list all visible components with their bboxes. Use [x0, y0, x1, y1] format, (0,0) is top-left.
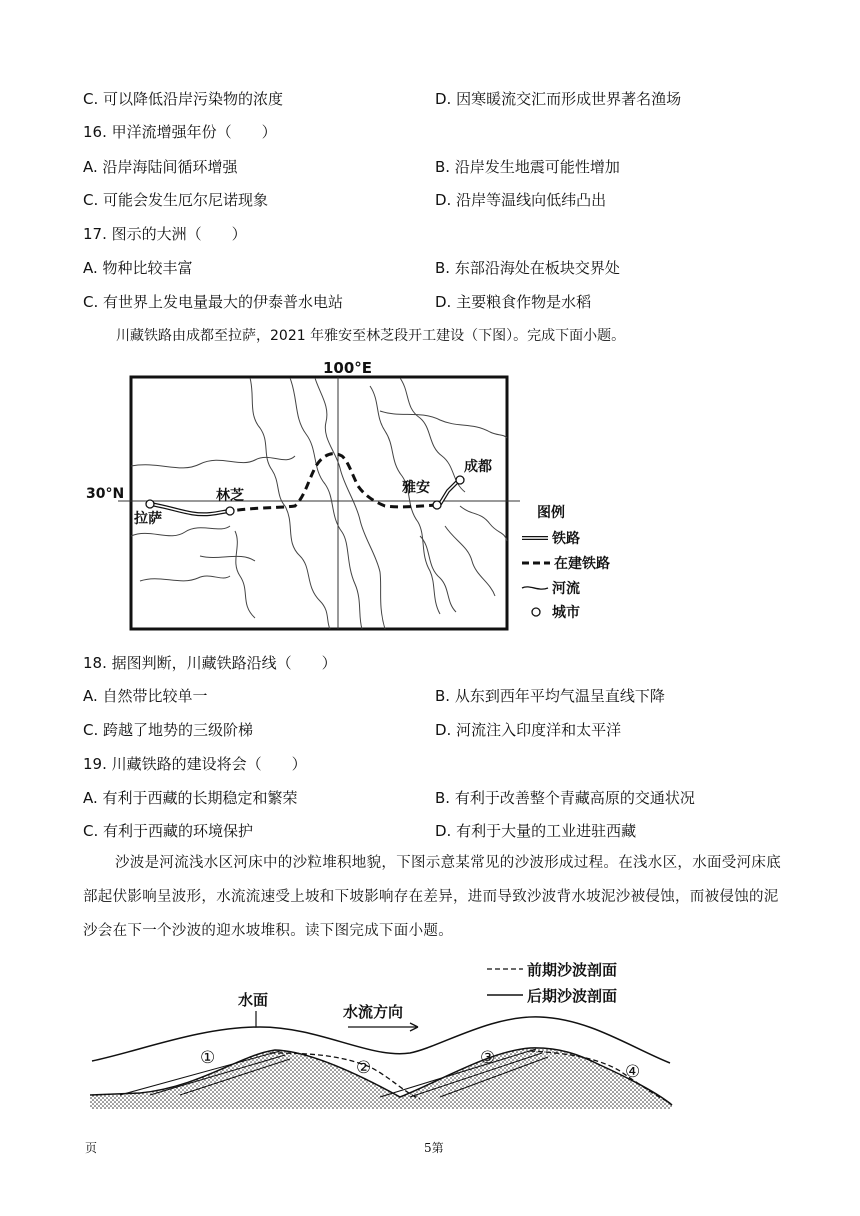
q18-option-a: A. 自然带比较单一 [83, 687, 208, 705]
latitude-label: 30°N [86, 486, 125, 502]
q15-option-c: C. 可以降低沿岸污染物的浓度 [83, 90, 284, 108]
city-lhasa-marker [146, 500, 154, 508]
city-lhasa-label: 拉萨 [134, 511, 162, 527]
railway-intro-paragraph: 川藏铁路由成都至拉萨，2021 年雅安至林芝段开工建设（下图）。完成下面小题。 [116, 328, 626, 344]
legend-city: 城市 [552, 605, 580, 621]
longitude-label: 100°E [323, 359, 373, 377]
q17-stem: 17. 图示的大洲（ ） [83, 225, 247, 243]
q16-stem: 16. 甲洋流增强年份（ ） [83, 123, 277, 141]
footer-page-number: 5第 [424, 1141, 444, 1155]
marker-2: ② [356, 1058, 372, 1078]
q15-option-d: D. 因寒暖流交汇而形成世界著名渔场 [435, 90, 682, 108]
q19-option-b: B. 有利于改善整个青藏高原的交通状况 [435, 789, 695, 807]
q18-option-d: D. 河流注入印度洋和太平洋 [435, 721, 622, 739]
q16-option-c: C. 可能会发生厄尔尼诺现象 [83, 191, 269, 209]
q18-option-c: C. 跨越了地势的三级阶梯 [83, 721, 254, 739]
sand-wave-diagram [80, 955, 680, 1115]
map-legend [522, 504, 610, 621]
q17-option-d: D. 主要粮食作物是水稻 [435, 293, 592, 311]
q18-option-b: B. 从东到西年平均气温呈直线下降 [435, 687, 665, 705]
sandwave-intro-paragraph: 沙波是河流浅水区河床中的沙粒堆积地貌，下图示意某常见的沙波形成过程。在浅水区，水面受河床底部起伏影响呈波形，水流流速受上坡和下坡影响存在差异，进而导致沙波背水坡泥沙被侵蚀，而被侵蚀的泥沙会在下一个沙波的迎水坡堆积。读下图完成下面小题。 [83, 855, 781, 939]
legend-late-profile: 后期沙波剖面 [527, 987, 618, 1005]
map-frame [131, 377, 507, 629]
q17-option-a: A. 物种比较丰富 [83, 259, 193, 277]
city-linzhi-label: 林芝 [216, 488, 244, 504]
city-yaan-marker [433, 501, 441, 509]
marker-1: ① [200, 1048, 216, 1068]
city-yaan-label: 雅安 [402, 480, 430, 496]
q19-option-d: D. 有利于大量的工业进驻西藏 [435, 822, 637, 840]
legend-title: 图例 [537, 505, 565, 521]
q16-option-b: B. 沿岸发生地震可能性增加 [435, 158, 620, 176]
q17-option-b: B. 东部沿海处在板块交界处 [435, 259, 620, 277]
legend-river: 河流 [552, 581, 580, 597]
legend-under-construction: 在建铁路 [554, 556, 610, 572]
city-linzhi-marker [226, 507, 234, 515]
riverbed-late-profile [90, 1048, 672, 1109]
footer-page-left: 页 [85, 1141, 98, 1155]
q17-option-c: C. 有世界上发电量最大的伊泰普水电站 [83, 293, 344, 311]
legend-railway: 铁路 [552, 531, 580, 547]
q18-stem: 18. 据图判断，川藏铁路沿线（ ） [83, 654, 337, 672]
water-surface-label: 水面 [238, 991, 269, 1009]
sichuan-tibet-railway-map [80, 356, 640, 638]
flow-direction-label: 水流方向 [343, 1003, 404, 1021]
legend-early-profile: 前期沙波剖面 [527, 961, 618, 979]
water-surface-line [92, 1017, 670, 1063]
q16-option-d: D. 沿岸等温线向低纬凸出 [435, 191, 607, 209]
q19-option-a: A. 有利于西藏的长期稳定和繁荣 [83, 789, 298, 807]
marker-4: ④ [625, 1062, 641, 1082]
q19-option-c: C. 有利于西藏的环境保护 [83, 822, 254, 840]
q19-stem: 19. 川藏铁路的建设将会（ ） [83, 755, 307, 773]
q16-option-a: A. 沿岸海陆间循环增强 [83, 158, 238, 176]
marker-3: ③ [480, 1048, 496, 1068]
city-chengdu-marker [456, 476, 464, 484]
city-chengdu-label: 成都 [464, 459, 492, 475]
